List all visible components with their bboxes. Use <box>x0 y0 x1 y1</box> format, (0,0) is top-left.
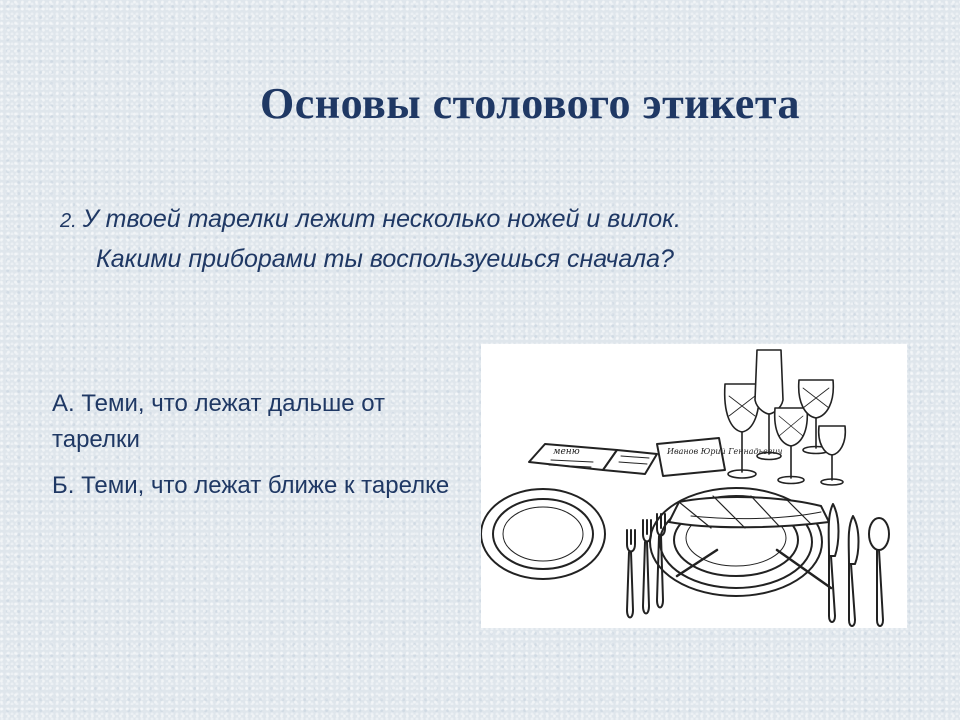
name-card-icon <box>657 438 783 476</box>
wine-glass-icon <box>775 408 808 484</box>
answer-option-a[interactable]: А. Теми, что лежат дальше от тарелки <box>52 390 386 453</box>
table-setting-illustration <box>481 344 907 628</box>
question-text <box>60 200 880 278</box>
side-plate-icon <box>481 489 605 579</box>
liqueur-glass-icon <box>819 426 846 485</box>
spoon-icon <box>869 518 889 626</box>
question-line-2: Какими приборами ты воспользуешься сначала? <box>96 245 674 273</box>
fork-icon <box>643 520 651 614</box>
knife-icon <box>829 504 839 622</box>
menu-card-icon <box>529 444 657 474</box>
wine-glass-icon <box>725 384 760 478</box>
answer-list <box>52 386 472 514</box>
answer-option-b[interactable]: Б. Теми, что лежат ближе к тарелке <box>52 472 450 499</box>
name-card-label: Иванов Юрий Геннадьевич <box>667 447 783 456</box>
question-number: 2. <box>60 210 77 232</box>
slide-title: Основы столового этикета <box>260 79 800 128</box>
champagne-glass-icon <box>755 350 783 460</box>
question-line-1: У твоей тарелки лежит несколько ножей и вилок. <box>82 205 681 233</box>
fork-icon <box>627 530 635 618</box>
menu-card-label: меню <box>553 447 580 457</box>
napkin-icon <box>669 496 829 528</box>
knife-icon <box>849 516 859 626</box>
